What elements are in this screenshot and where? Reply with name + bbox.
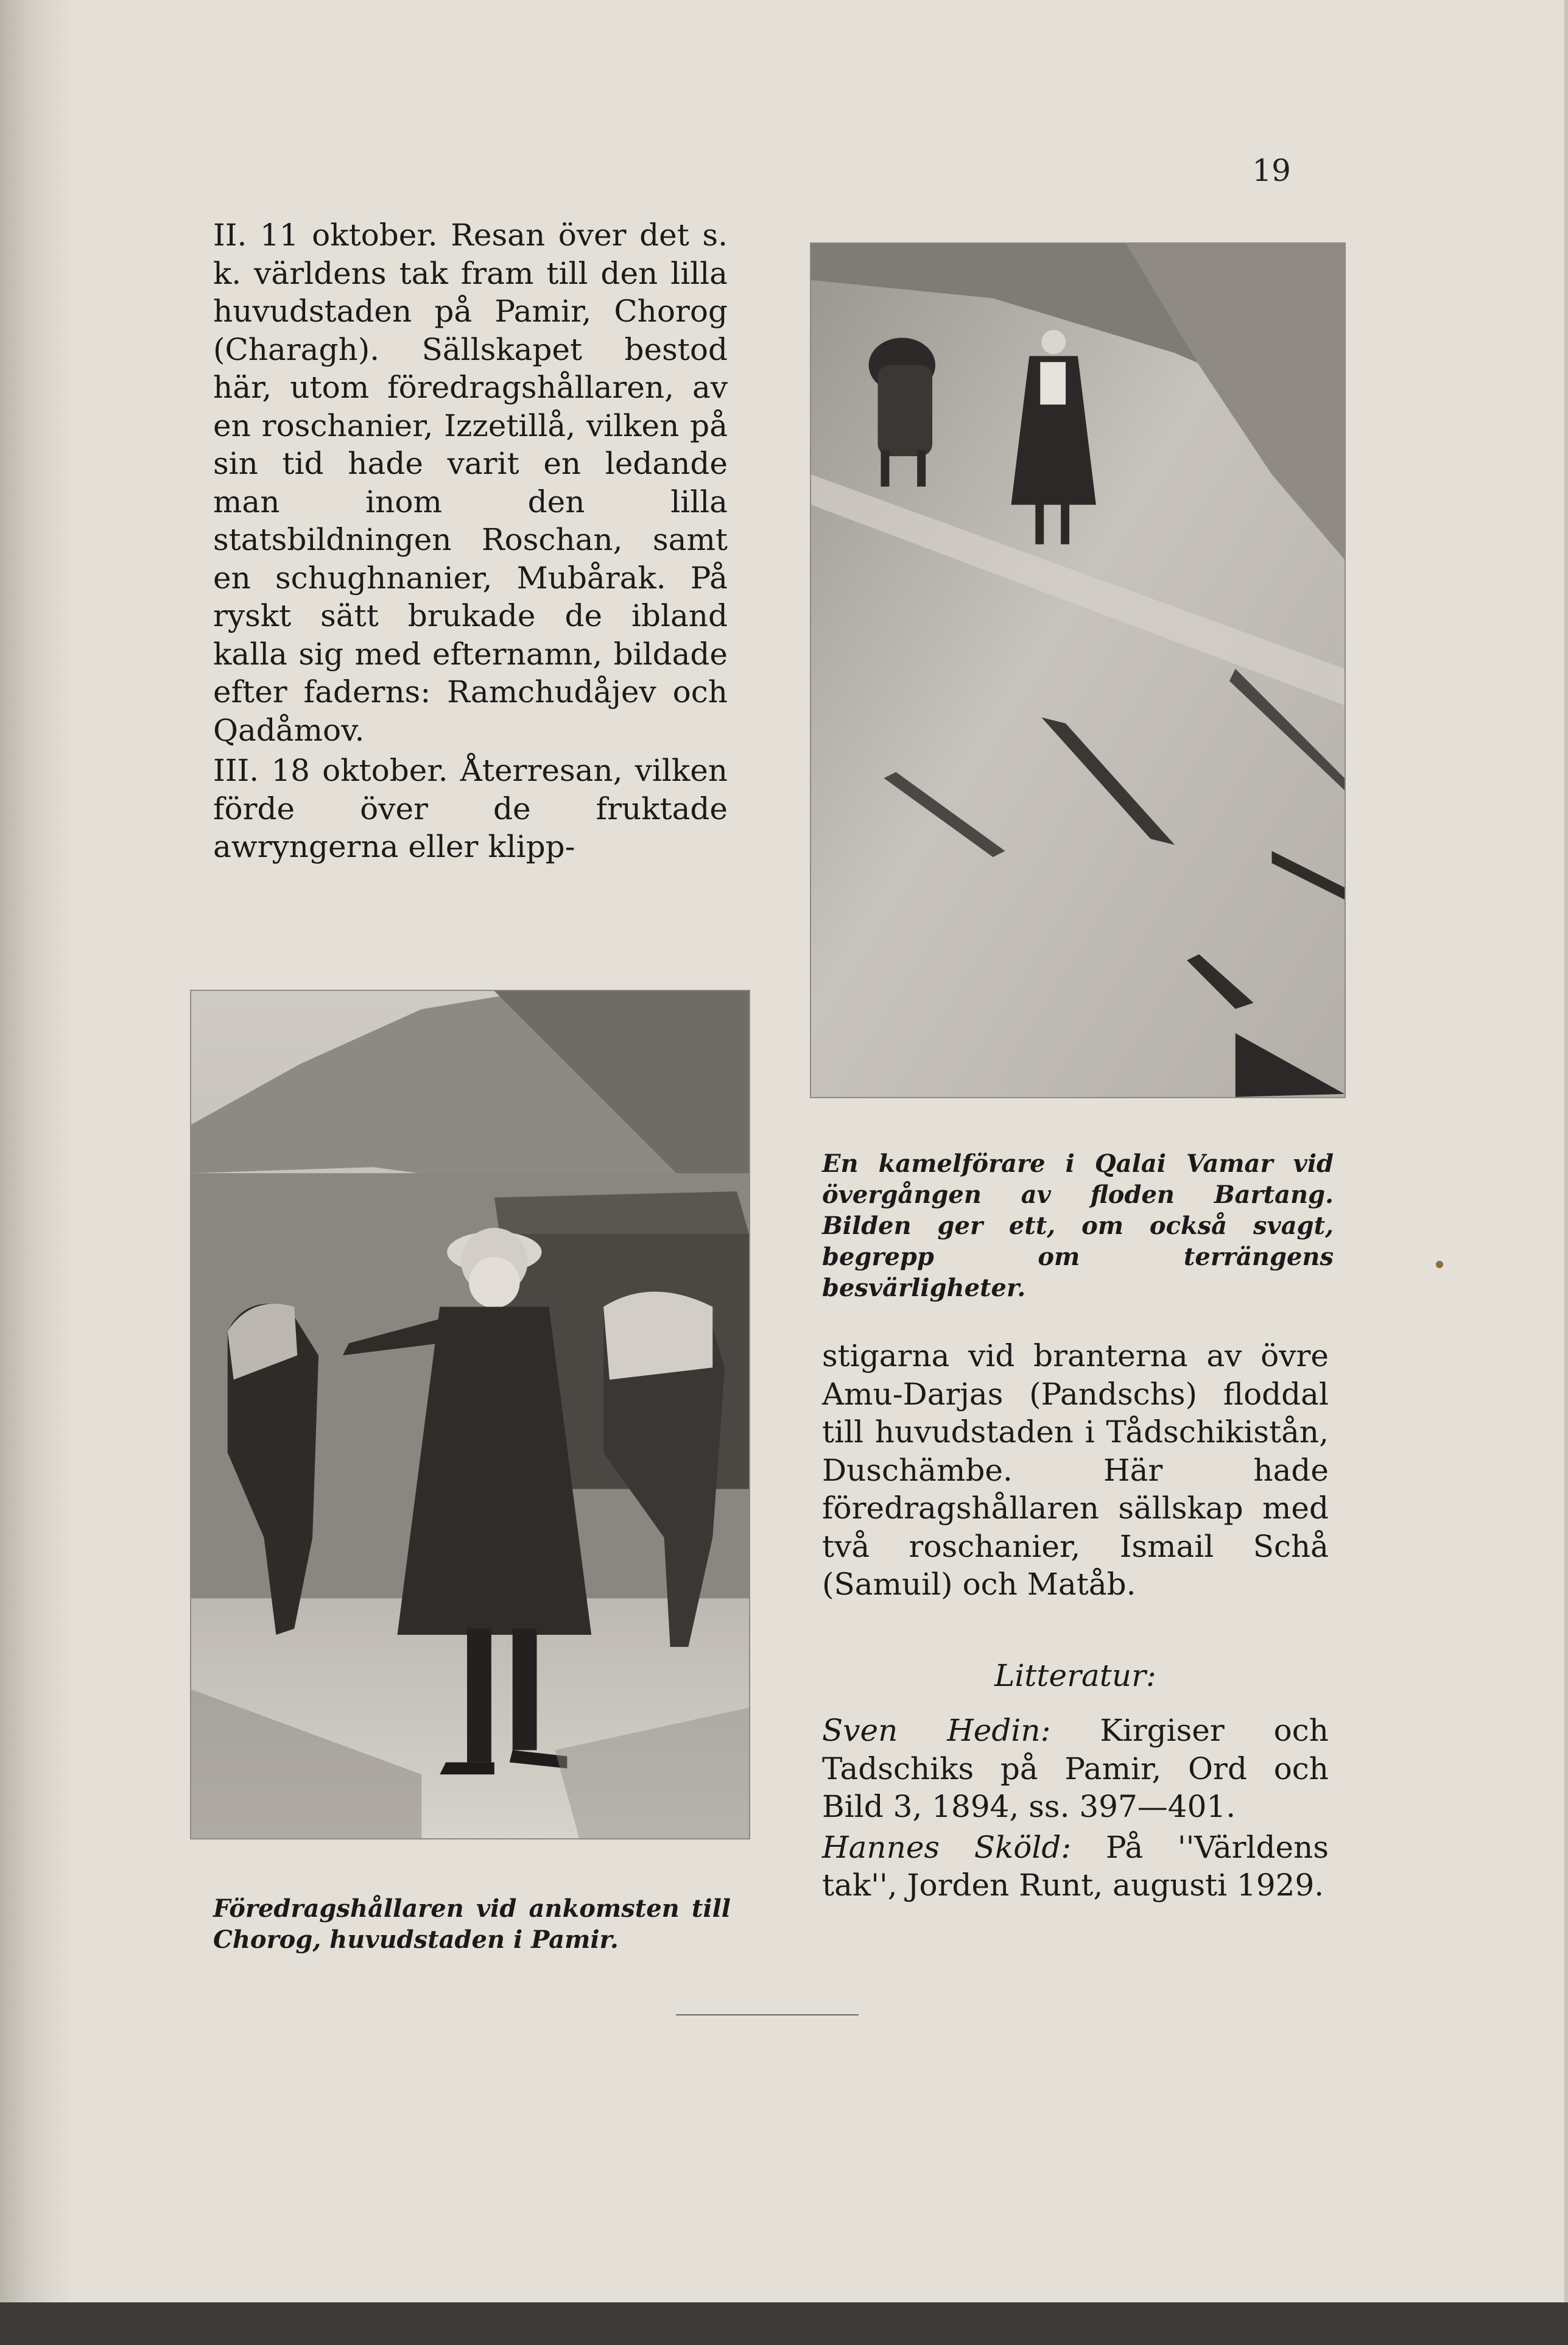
- reference-text: Kirgiser och Tadschiks på Pamir, Ord och Bild 3, 1894, ss. 397—401.: [822, 1713, 1329, 1824]
- reference-author: Hannes Sköld:: [822, 1829, 1072, 1865]
- end-rule-divider: [676, 2014, 859, 2015]
- literature-list: [822, 1712, 1329, 1905]
- ink-speck: [1436, 1261, 1443, 1268]
- caption-lecturer-chorog: Föredragshållaren vid ankomsten till Chorog, huvudstaden i Pamir.: [213, 1894, 731, 1954]
- page-number: 19: [1252, 153, 1291, 188]
- paragraph-18-oktober: III. 18 oktober. Återresan, vilken förde över de fruktade awryngerna eller klipp-: [213, 753, 728, 864]
- reference-text: På ''Världens tak'', Jorden Runt, augusti 1929.: [822, 1829, 1329, 1903]
- paragraph-continuation: stigarna vid branterna av övre Amu-Darjas (Pandschs) floddal till huvudstaden i Tådschikistån, Duschämbe. Här hade föredragshållaren sällskap med två roschanier, Ismail Schå (Samuil) och Matåb.: [822, 1338, 1329, 1602]
- literature-item: [822, 1828, 1329, 1905]
- photo-lecturer-chorog: [190, 990, 750, 1839]
- page-gutter-shadow: [0, 0, 73, 2302]
- caption-camel-driver: En kamelförare i Qalai Vamar vid övergången av floden Bartang. Bilden ger ett, om också svagt, begrepp om terrängens besvärligheter.: [822, 1149, 1334, 1302]
- photo-camel-driver: [810, 242, 1346, 1098]
- right-column-text: [822, 1337, 1329, 1604]
- left-column-text: [213, 216, 728, 866]
- photo-camel-driver-image: [811, 244, 1345, 1097]
- literature-heading: Litteratur:: [994, 1658, 1156, 1693]
- literature-item: [822, 1712, 1329, 1826]
- paragraph-11-oktober: II. 11 oktober. Resan över det s. k. världens tak fram till den lilla huvudstaden på Pamir, Chorog (Charagh). Sällskapet bestod här, utom föredragshållaren, av en roschanier, Izzetillå, vilken på sin tid hade varit en ledande man inom den lilla statsbildningen Roschan, samt en schughnanier, Mubårak. På ryskt sätt brukade de ibland kalla sig med efternamn, bildade efter faderns: Ramchudåjev och Qadåmov.: [213, 217, 728, 748]
- photo-lecturer-chorog-image: [191, 991, 749, 1838]
- reference-author: Sven Hedin:: [822, 1713, 1051, 1748]
